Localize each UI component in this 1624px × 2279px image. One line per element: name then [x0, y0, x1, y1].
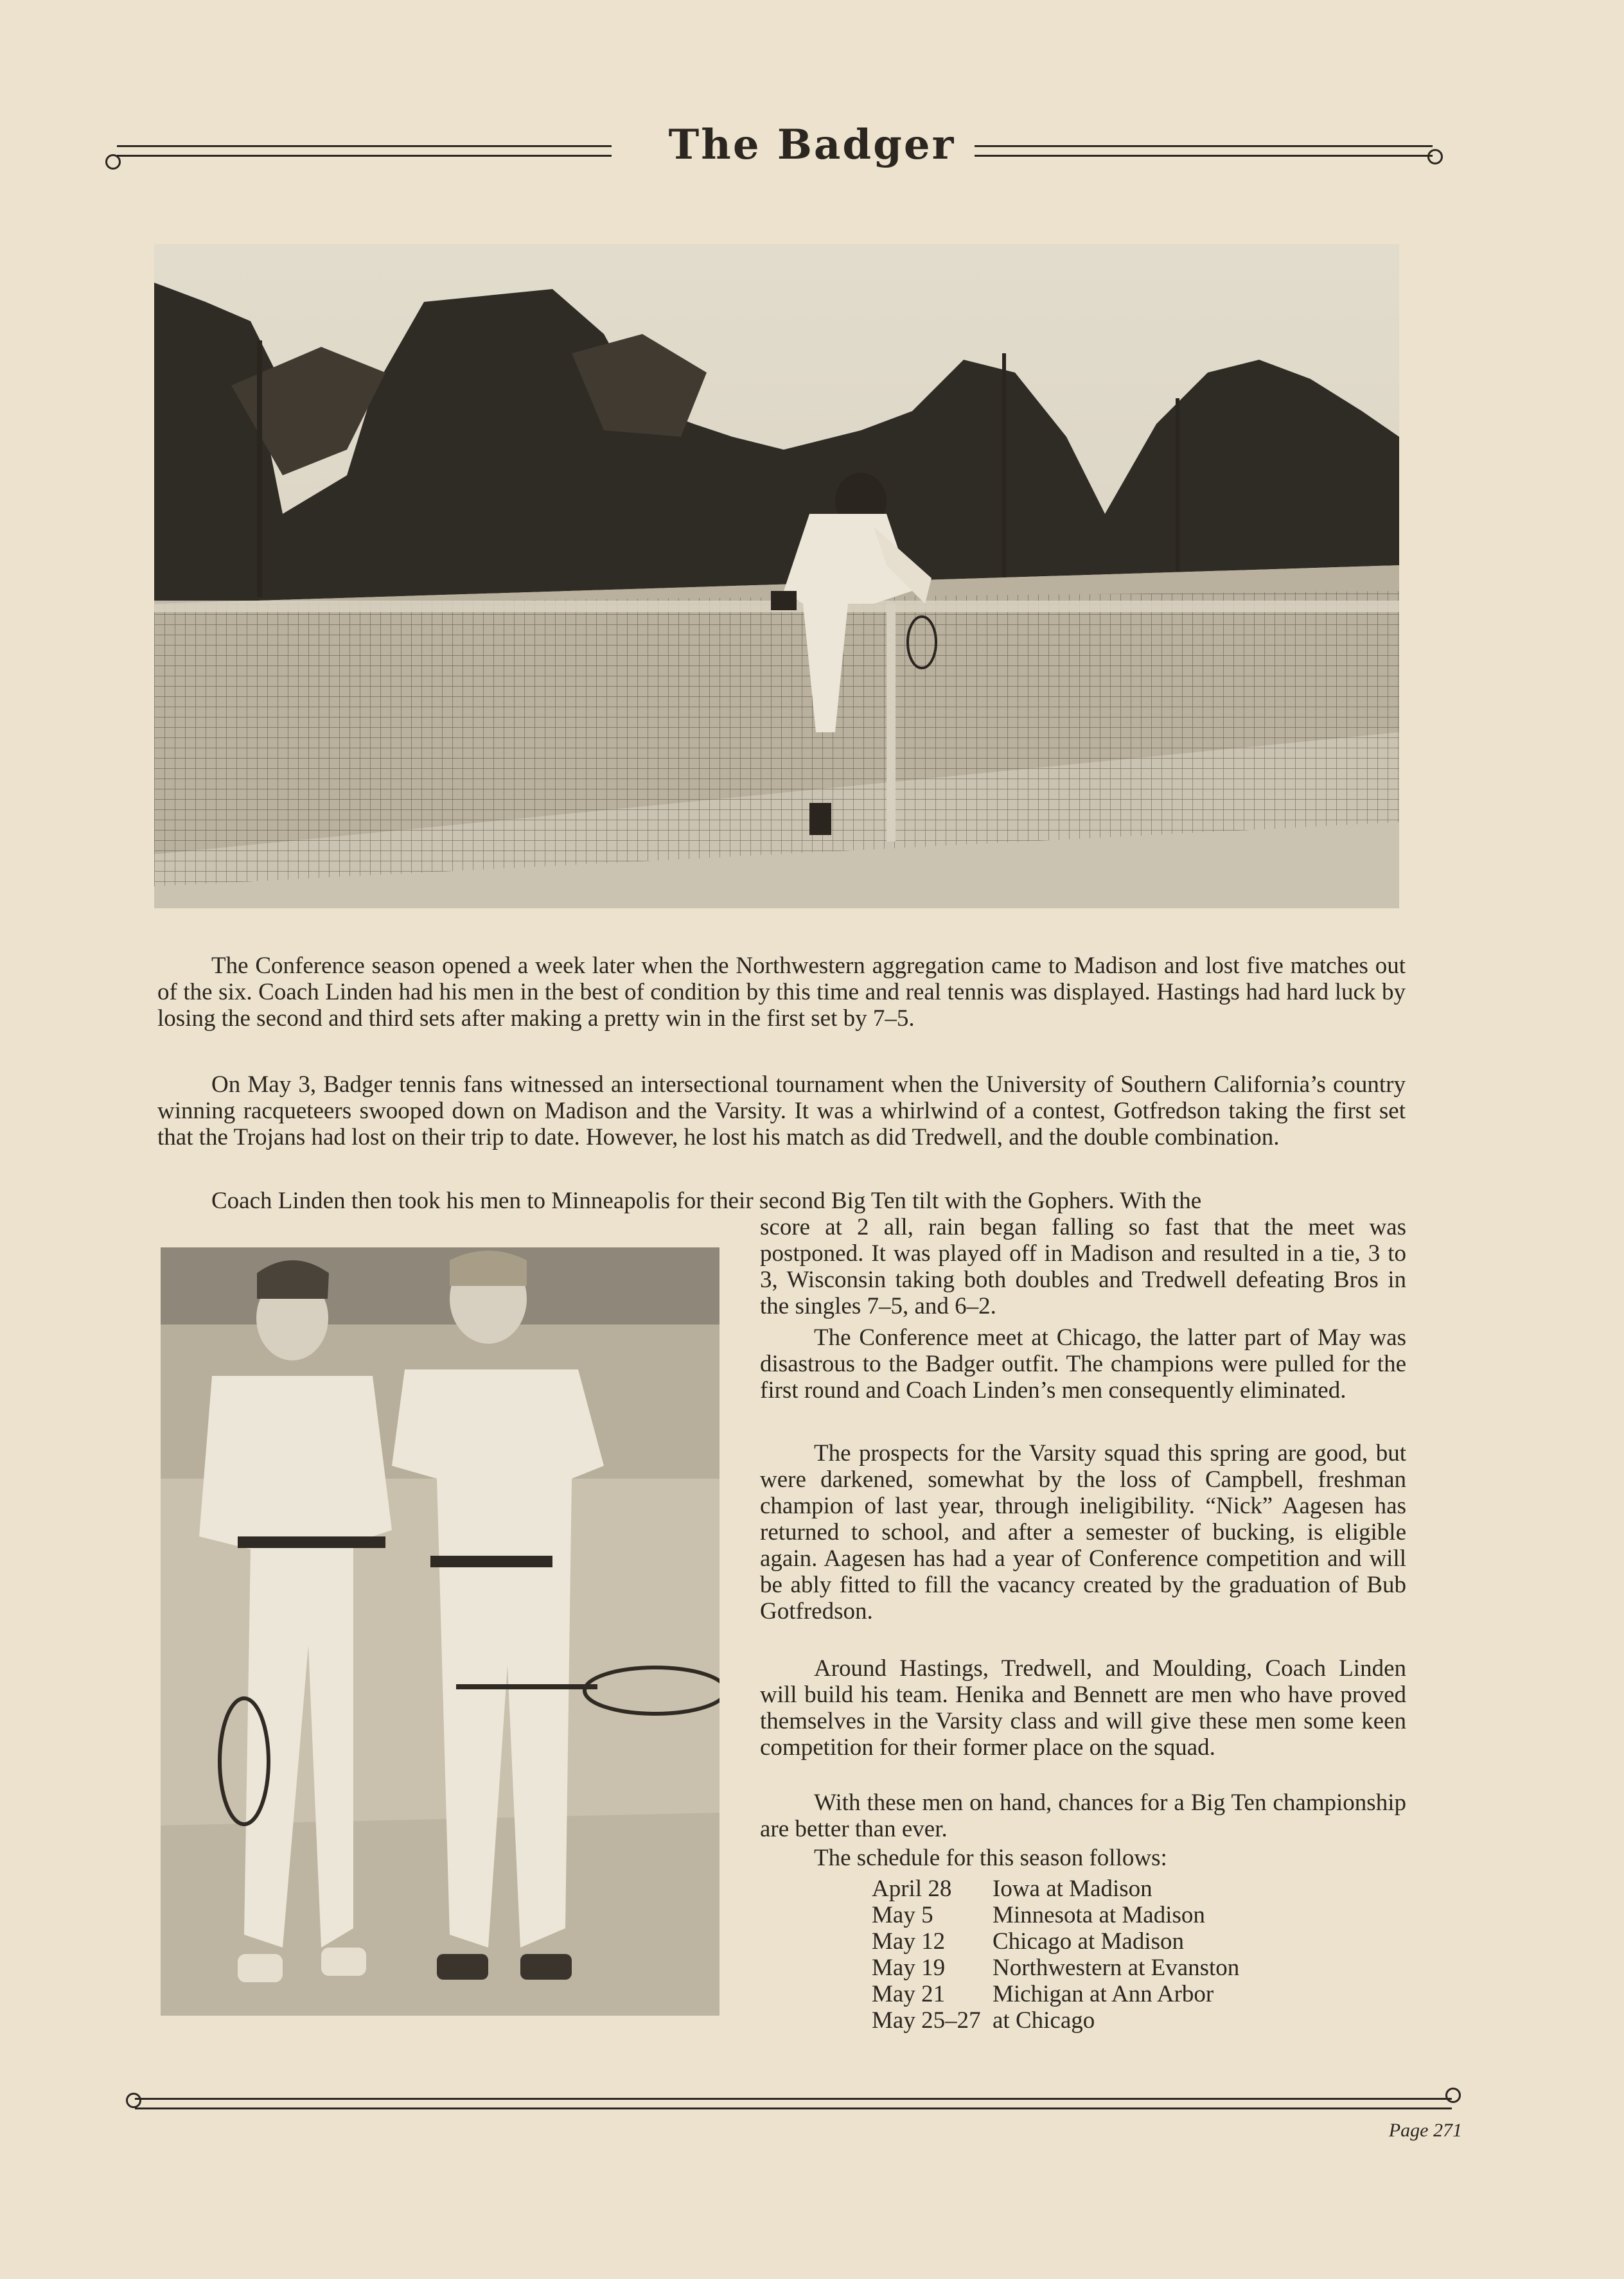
- photo-net-player: [154, 244, 1399, 908]
- footer-rule: [135, 2098, 1452, 2109]
- paragraph-minneapolis-lead: Coach Linden then took his men to Minneapolis for their second Big Ten tilt with the Gophers. With the: [211, 1188, 1202, 1214]
- schedule-date: May 19: [872, 1955, 946, 1981]
- schedule-row: [872, 1981, 1239, 2007]
- schedule-date: May 21: [872, 1981, 946, 2007]
- paragraph-usc-tournament: On May 3, Badger tennis fans witnessed an intersectional tournament when the University of Southern California’s country winning racqueteers swooped down on Madison and the Varsity. It was a whirlwind of a contest, Gotfredson taking the first set that the Trojans had lost on their trip to date. However, he lost his match as did Tredwell, and the double combination.: [157, 1071, 1406, 1150]
- schedule-row: [872, 1955, 1239, 1981]
- schedule-date: May 5: [872, 1902, 933, 1928]
- schedule-event: Chicago at Madison: [993, 1928, 1185, 1955]
- schedule-date: May 12: [872, 1928, 946, 1955]
- schedule-date: May 25–27: [872, 2007, 981, 2034]
- paragraph-minneapolis-rest: score at 2 all, rain began falling so fast that the meet was postponed. It was played off in Madison and resulted in a tie, 3 to 3, Wisconsin taking both doubles and Tredwell defeating Bros in the singles 7–5, and 6–2.: [760, 1214, 1406, 1319]
- schedule-event: Northwestern at Evanston: [993, 1955, 1240, 1981]
- paragraph-schedule-intro: The schedule for this season follows:: [814, 1845, 1167, 1871]
- schedule-row: [872, 1876, 1239, 1902]
- page-number: Page 271: [1388, 2120, 1462, 2141]
- schedule-date: April 28: [872, 1876, 952, 1902]
- paragraph-conference-season: The Conference season opened a week later when the Northwestern aggregation came to Madison and lost five matches out of the six. Coach Linden had his men in the best of condition by this time and real tennis was displayed. Hastings had hard luck by losing the second and third sets after making a pretty win in the first set by 7–5.: [157, 953, 1406, 1032]
- schedule-event: at Chicago: [993, 2007, 1095, 2034]
- schedule-event: Iowa at Madison: [993, 1876, 1152, 1902]
- footer-right-curl: [1445, 2088, 1461, 2103]
- paragraph-championship-chances: With these men on hand, chances for a Big Ten championship are better than ever.: [760, 1790, 1406, 1842]
- schedule-event: Michigan at Ann Arbor: [993, 1981, 1214, 2007]
- paragraph-team-building: Around Hastings, Tredwell, and Moulding, Coach Linden will build his team. Henika and Bennett are men who have proved themselves in the Varsity class and will give these men some keen competition for their former place on the squad.: [760, 1655, 1406, 1761]
- photo-two-players: [161, 1247, 719, 2016]
- paragraph-varsity-prospects: The prospects for the Varsity squad this spring are good, but were darkened, somewhat by the loss of Campbell, freshman champion of last year, through ineligibility. “Nick” Aagesen has returned to school, and after a semester of bucking, is eligible again. Aagesen has had a year of Conference competition and will be ably fitted to fill the vacancy created by the graduation of Bub Gotfredson.: [760, 1440, 1406, 1624]
- paragraph-conference-meet: The Conference meet at Chicago, the latter part of May was disastrous to the Badger outfit. The champions were pulled for the first round and Coach Linden’s men consequently eliminated.: [760, 1324, 1406, 1403]
- schedule-row: [872, 1902, 1239, 1928]
- schedule-event: Minnesota at Madison: [993, 1902, 1205, 1928]
- schedule-row: [872, 2007, 1239, 2034]
- page-title: The Badger: [0, 121, 1624, 169]
- schedule-row: [872, 1928, 1239, 1955]
- schedule-list: [872, 1876, 1239, 2034]
